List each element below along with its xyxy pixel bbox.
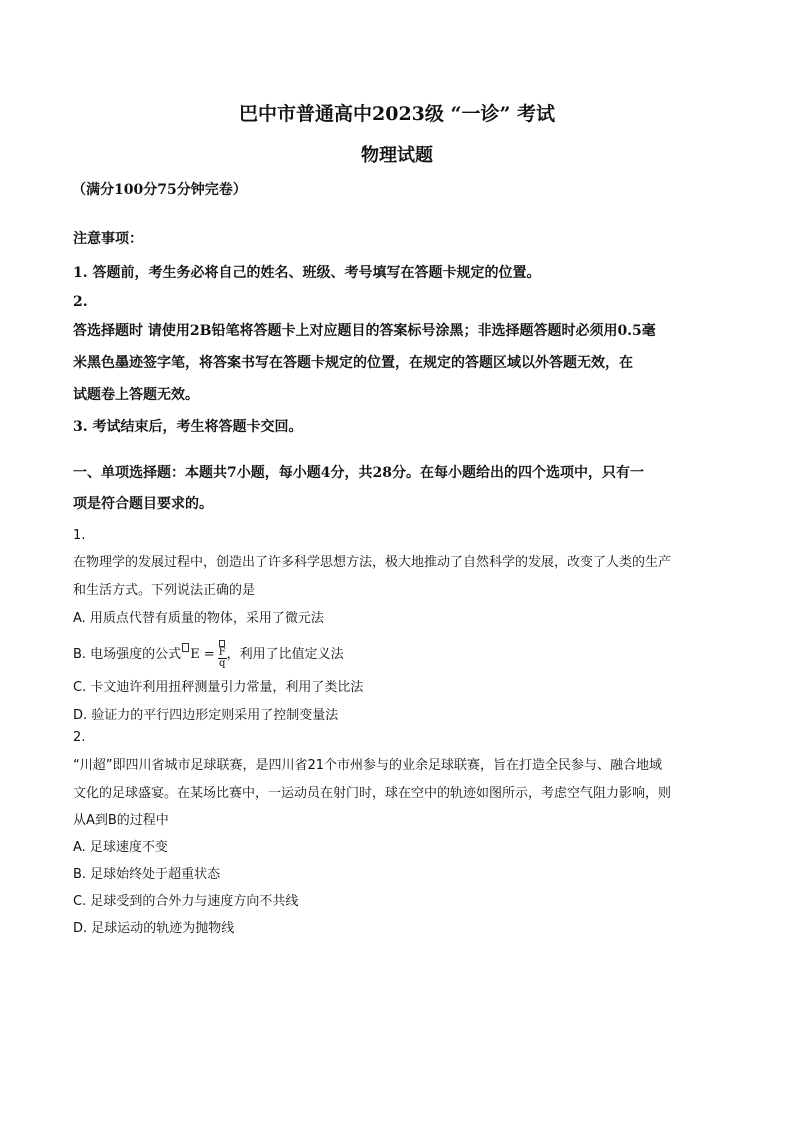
missing-glyph-icon (219, 640, 225, 647)
question-1-option-c: C. 卡文迪许利用扭秤测量引力常量，利用了类比法 (73, 680, 364, 695)
question-1-option-a: A. 用质点代替有质量的物体，采用了微元法 (73, 611, 324, 626)
exam-title: 巴中市普通高中2023级 “一诊” 考试 (239, 103, 555, 125)
question-2-option-a: A. 足球速度不变 (73, 840, 168, 855)
formula-denominator: q (218, 658, 226, 669)
formula-numerator: F (218, 647, 226, 658)
question-2-option-b: B. 足球始终处于超重状态 (73, 867, 221, 882)
formula-fraction (218, 640, 227, 669)
question-2-option-c: C. 足球受到的合外力与速度方向不共线 (73, 894, 299, 909)
section-heading-line-1: 一、单项选择题：本题共7小题，每小题4分，共28分。在每小题给出的四个选项中，只有一 (73, 465, 644, 481)
notice-item-3: 3. 考试结束后，考生将答题卡交回。 (73, 419, 303, 435)
question-1-stem-line-2: 和生活方式。下列说法正确的是 (73, 583, 256, 598)
score-time-note: （满分100分75分钟完卷） (72, 182, 247, 198)
formula-lhs: E = (190, 647, 215, 662)
question-1-option-b (73, 640, 344, 669)
question-1-stem-line-1: 在物理学的发展过程中，创造出了许多科学思想方法，极大地推动了自然科学的发展，改变了人类的生产 (73, 555, 672, 570)
question-2-stem-line-2: 文化的足球盛宴。在某场比赛中，一运动员在射门时，球在空中的轨迹如图所示，考虑空气阻力影响，则 (73, 786, 672, 801)
notice-item-2-line-1: 答选择题时 请使用2B铅笔将答题卡上对应题目的答案标号涂黑；非选择题答题时必须用0.5毫 (73, 323, 656, 339)
option-b-suffix: ，利用了比值定义法 (226, 647, 344, 662)
section-heading-line-2: 项是符合题目要求的。 (73, 496, 213, 512)
notice-heading: 注意事项： (73, 231, 143, 247)
question-2-stem-line-3: 从A到B的过程中 (73, 813, 169, 828)
question-2-stem-line-1: “川超”即四川省城市足球联赛，是四川省21个市州参与的业余足球联赛，旨在打造全民参与、融合地域 (73, 758, 663, 773)
question-1-option-d: D. 验证力的平行四边形定则采用了控制变量法 (73, 708, 339, 723)
notice-item-2-line-3: 试题卷上答题无效。 (73, 387, 199, 403)
notice-item-2-line-2: 米黑色墨迹签字笔，将答案书写在答题卡规定的位置，在规定的答题区域以外答题无效，在 (73, 355, 633, 371)
notice-item-2-number: 2. (73, 294, 88, 310)
question-2-option-d: D. 足球运动的轨迹为抛物线 (73, 921, 235, 936)
field-strength-formula (190, 640, 226, 669)
notice-item-1: 1. 答题前，考生务必将自己的姓名、班级、考号填写在答题卡规定的位置。 (73, 265, 541, 281)
missing-glyph-icon (182, 643, 189, 652)
question-2-number: 2. (73, 730, 86, 745)
option-b-prefix: B. 电场强度的公式 (73, 647, 182, 662)
exam-subtitle: 物理试题 (361, 145, 433, 166)
question-1-number: 1. (73, 528, 86, 543)
